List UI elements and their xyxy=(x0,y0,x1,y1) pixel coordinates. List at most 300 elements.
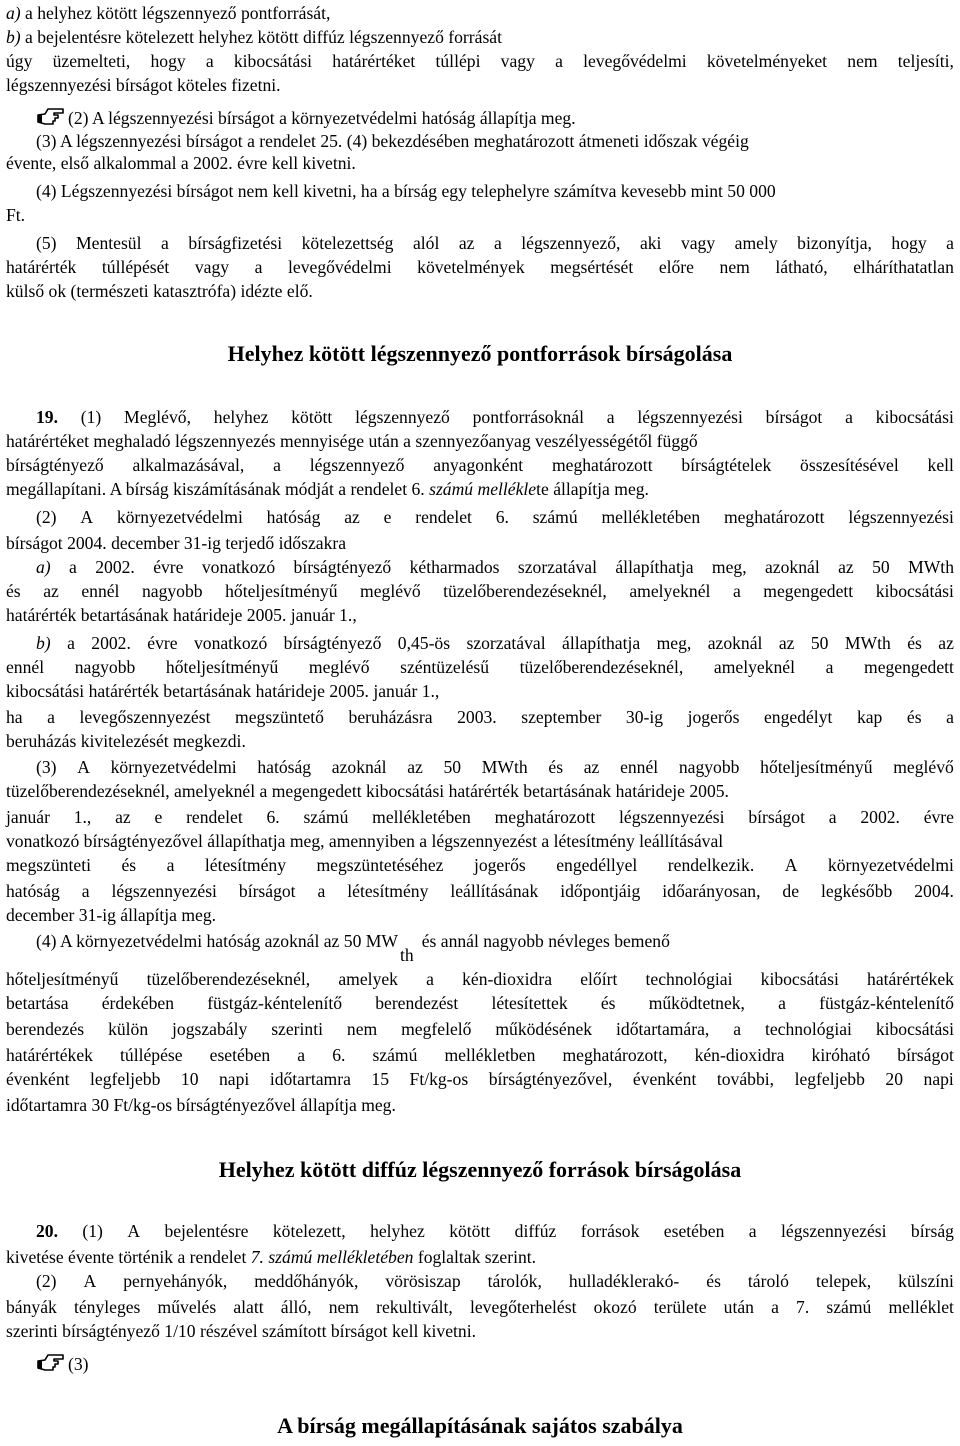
word: meglévő xyxy=(360,581,421,601)
text-run: évente, első alkalommal a 2002. évre kell kivetni. xyxy=(6,153,356,173)
word: mellékletében xyxy=(601,507,701,527)
word: a xyxy=(47,707,55,727)
word: követelmények xyxy=(417,257,525,277)
word: engedéllyel xyxy=(556,855,638,875)
word: megszüntetéséhez xyxy=(316,855,444,875)
word: hatóság xyxy=(257,757,312,777)
word: túllépi xyxy=(435,51,481,71)
word: kibocsátási xyxy=(875,407,954,427)
section-heading: Helyhez kötött légszennyező pontforrások bírságolása xyxy=(227,341,733,366)
word: a xyxy=(778,993,786,1013)
word: napi xyxy=(923,1069,954,1089)
word: telepek, xyxy=(815,1271,872,1291)
paragraph-line xyxy=(6,1296,954,1318)
word: megsértését xyxy=(550,257,634,277)
word: a xyxy=(946,707,954,727)
word: ennél xyxy=(6,657,45,677)
paragraph-line xyxy=(6,1044,954,1066)
word: 2002. xyxy=(95,557,135,577)
word: meghatározott xyxy=(551,455,653,475)
word: az xyxy=(43,581,59,601)
word: meg, xyxy=(656,633,692,653)
word: kötelezett, xyxy=(272,1221,346,1241)
word: évenként xyxy=(6,1069,70,1089)
word: állapíthatja xyxy=(562,633,641,653)
word: 2003. xyxy=(457,707,497,727)
word: időarányosan, xyxy=(662,881,761,901)
word: ha xyxy=(6,707,23,727)
word: az xyxy=(938,633,954,653)
word: kiróható xyxy=(811,1045,871,1065)
word: az xyxy=(407,757,423,777)
word: rendelet xyxy=(415,507,472,527)
word: 50 xyxy=(443,757,462,777)
word: amely xyxy=(734,233,778,253)
paragraph-line xyxy=(6,968,954,990)
word: 0,45-ös xyxy=(397,633,451,653)
word: füstgáz-kéntelenítő xyxy=(207,993,343,1013)
text-run: Ft. xyxy=(6,205,26,225)
word: a xyxy=(748,1221,757,1241)
word: a xyxy=(166,855,175,875)
word: ennél xyxy=(81,581,120,601)
word: A xyxy=(77,757,90,777)
word: területe xyxy=(653,1297,707,1317)
word: (1) xyxy=(82,1221,103,1241)
word: légszennyezési xyxy=(619,807,725,827)
word: évre xyxy=(147,633,178,653)
word: technológiai xyxy=(645,969,733,989)
word: szorzatával xyxy=(517,557,597,577)
word: hatóság xyxy=(6,881,60,901)
word: diffúz xyxy=(514,1221,557,1241)
word: de xyxy=(782,881,800,901)
text-run: a bejelentésre kötelezett helyhez kötött diffúz légszennyező forrását xyxy=(20,27,502,47)
word: bírságot xyxy=(897,1045,954,1065)
word: A xyxy=(83,1271,97,1291)
word: a xyxy=(825,657,834,677)
paragraph-line xyxy=(6,26,502,48)
paragraph-line xyxy=(36,506,954,528)
text-run: foglaltak szerint. xyxy=(413,1247,537,1267)
word: vörösiszap xyxy=(385,1271,461,1291)
word: pontforrásoknál xyxy=(472,407,585,427)
paragraph-line xyxy=(6,854,954,876)
paragraph-line xyxy=(6,152,356,174)
word: követelményeket xyxy=(706,51,828,71)
word: kötött xyxy=(291,407,333,427)
word: a xyxy=(493,233,502,253)
word: látható, xyxy=(775,257,828,277)
word: levegőszennyezést xyxy=(79,707,211,727)
word: kétharmados xyxy=(409,557,500,577)
word: a xyxy=(606,407,615,427)
word: működtetnek, xyxy=(648,993,745,1013)
word: rendelet xyxy=(186,807,243,827)
text-run: vonatkozó bírságtényezővel állapíthatja meg, amennyiben a légszennyezést a létesítmény leállításával xyxy=(6,831,724,851)
paragraph-line xyxy=(6,1068,954,1090)
word: legfeljebb xyxy=(90,1069,161,1089)
word: (2) xyxy=(36,507,57,527)
word: bírságot xyxy=(765,407,823,427)
word: azoknál xyxy=(331,757,387,777)
word: hogy xyxy=(891,233,927,253)
word: kibocsátási xyxy=(760,969,839,989)
word: füstgáz-kéntelenítő xyxy=(819,993,954,1013)
word: és xyxy=(907,633,922,653)
word: számú xyxy=(303,807,349,827)
word: jogerős xyxy=(687,707,740,727)
word: állapíthatja xyxy=(615,557,694,577)
word: hőteljesítményű xyxy=(760,757,873,777)
word: időtartamára, xyxy=(616,1019,710,1039)
text-run: tüzelőberendezéseknél, amelyeknél a megengedett kibocsátási határérték betartásának határideje 2005. xyxy=(6,781,729,801)
word: mellékletben xyxy=(444,1045,536,1065)
paragraph-line xyxy=(36,1220,954,1242)
word: létesítmény xyxy=(347,881,429,901)
word: bírságtényező xyxy=(293,557,392,577)
word: 7. xyxy=(796,1297,810,1317)
word: MWth xyxy=(908,557,954,577)
word: vagy xyxy=(194,257,230,277)
word: amelyek xyxy=(338,969,398,989)
word: üzemelteti, xyxy=(52,51,131,71)
word: határérték xyxy=(6,257,77,277)
word: légszennyezési xyxy=(637,407,743,427)
text-run: időtartamra 30 Ft/kg-os bírságtényezővel állapítja meg. xyxy=(6,1095,396,1115)
word: e xyxy=(383,507,392,527)
word: a xyxy=(733,1019,742,1039)
word: kibocsátási xyxy=(233,51,313,71)
text-run: kibocsátási határérték betartásának határideje 2005. január 1., xyxy=(6,681,440,701)
word: ennél xyxy=(620,757,659,777)
word: az xyxy=(344,507,360,527)
paragraph-line xyxy=(6,204,25,226)
text-run: (3) xyxy=(68,1354,89,1374)
word: előírt xyxy=(580,969,618,989)
word: tárolók, xyxy=(487,1271,542,1291)
word: nem xyxy=(328,1297,359,1317)
paragraph-line xyxy=(36,106,576,129)
word: megszüntető xyxy=(235,707,324,727)
word: szerinti xyxy=(271,1019,323,1039)
word: bizonyítja, xyxy=(797,233,872,253)
word: a xyxy=(297,1045,306,1065)
word: azoknál xyxy=(765,557,820,577)
paragraph-line xyxy=(6,1018,954,1040)
word: tüzelőberendezéseknél, xyxy=(443,581,607,601)
word: az xyxy=(778,633,795,653)
word: évre xyxy=(153,557,184,577)
word: vagy xyxy=(500,51,535,71)
word: teljesíti, xyxy=(897,51,954,71)
word: levegővédelmi xyxy=(583,51,687,71)
word: előre xyxy=(658,257,694,277)
paragraph-line xyxy=(6,680,439,702)
word: és xyxy=(706,1271,721,1291)
word: 2002. xyxy=(860,807,900,827)
word: a xyxy=(254,257,263,277)
word: külszíni xyxy=(898,1271,954,1291)
paragraph-line xyxy=(6,656,954,678)
word: vonatkozó xyxy=(193,633,268,653)
word: nagyobb xyxy=(678,757,740,777)
word: MWth xyxy=(844,633,891,653)
word: meghatározott xyxy=(723,507,825,527)
word: az xyxy=(583,757,600,777)
word: amelyeknél xyxy=(629,581,711,601)
word: kötött xyxy=(449,1221,491,1241)
paragraph-line xyxy=(6,1320,476,1342)
word: és xyxy=(548,757,564,777)
word: bírság xyxy=(910,1221,954,1241)
word: 50 xyxy=(872,557,890,577)
word: megengedett xyxy=(763,581,854,601)
word: betartása xyxy=(6,993,69,1013)
paragraph-line xyxy=(36,1352,89,1375)
word: rendelkezik. xyxy=(667,855,755,875)
word: (5) xyxy=(36,233,57,253)
word: bírságtényezővel, xyxy=(488,1069,613,1089)
word: helyhez xyxy=(370,1221,425,1241)
word: légszennyezési xyxy=(781,1221,887,1241)
word: és xyxy=(121,855,137,875)
word: bírságtényező xyxy=(283,633,382,653)
word: meddőhányók, xyxy=(254,1271,359,1291)
word: hatóság xyxy=(266,507,321,527)
word: Mentesül xyxy=(76,233,142,253)
word: b) xyxy=(36,633,51,653)
word: hogy xyxy=(150,51,186,71)
word: környezetvédelmi xyxy=(110,757,237,777)
word: légszennyező, xyxy=(521,233,621,253)
word: a xyxy=(317,881,326,901)
word: 19. xyxy=(36,407,58,427)
word: hőteljesítményű xyxy=(165,657,279,677)
word: meglévő xyxy=(893,757,954,777)
word: túllépését xyxy=(101,257,170,277)
word: határértékek xyxy=(867,969,954,989)
word: aki xyxy=(639,233,662,253)
paragraph-line xyxy=(6,478,649,500)
word: légszennyezési xyxy=(111,881,217,901)
word: meghatározott xyxy=(494,807,596,827)
text-run: te állapítja meg. xyxy=(536,479,649,499)
word: nagyobb xyxy=(74,657,136,677)
word: számú xyxy=(826,1297,872,1317)
word: után xyxy=(723,1297,754,1317)
word: hulladéklerakó- xyxy=(568,1271,680,1291)
word: bírságot xyxy=(748,807,805,827)
word: e xyxy=(154,807,163,827)
word: Ft/kg-os xyxy=(409,1069,469,1089)
word: esetében xyxy=(663,1221,725,1241)
word: bejelentésre xyxy=(164,1221,249,1241)
paragraph-line xyxy=(6,706,954,728)
word: nagyobb xyxy=(141,581,203,601)
word: bírságot xyxy=(238,881,296,901)
text-run: a helyhez kötött légszennyező pontforrását, xyxy=(20,3,331,23)
word: tüzelőberendezéseknél, xyxy=(519,657,684,677)
word: kell xyxy=(927,455,954,475)
word: tároló xyxy=(747,1271,789,1291)
paragraph-line xyxy=(36,406,954,428)
word: 2004. xyxy=(914,881,954,901)
paragraph-line xyxy=(6,830,723,852)
word: az xyxy=(838,557,854,577)
word: kibocsátási xyxy=(875,581,954,601)
text-run: külső ok (természeti katasztrófa) idézte elő. xyxy=(6,281,313,301)
pointing-hand-icon xyxy=(36,1352,66,1374)
word: számú xyxy=(532,507,578,527)
word: alkalmazásával, xyxy=(132,455,245,475)
paragraph-line xyxy=(6,74,281,96)
text-run: szerinti bírságtényező 1/10 részével számított bírságot kell kivetni. xyxy=(6,1321,477,1341)
word: A xyxy=(80,507,94,527)
word: nem xyxy=(847,51,878,71)
word: légszennyezési xyxy=(848,507,954,527)
word: időtartamra xyxy=(269,1069,351,1089)
paragraph-line xyxy=(36,756,954,778)
word: kötelezettség xyxy=(301,233,394,253)
word: alatt xyxy=(233,1297,264,1317)
word: meghatározott, xyxy=(562,1045,668,1065)
word: az xyxy=(115,807,131,827)
text-run: b) xyxy=(6,27,21,47)
word: melléklet xyxy=(888,1297,954,1317)
word: tüzelőberendezéseknél, xyxy=(146,969,311,989)
word: légszennyező xyxy=(309,455,405,475)
word: 6. xyxy=(495,507,509,527)
word: bírságtételek xyxy=(681,455,772,475)
text-run: határérték betartásának határideje 2005. január 1., xyxy=(6,605,357,625)
word: és xyxy=(6,581,21,601)
word: úgy xyxy=(6,51,33,71)
word: jogszabály xyxy=(172,1019,248,1039)
word: időpontjáig xyxy=(560,881,641,901)
word: bányák xyxy=(6,1297,57,1317)
word: Meglévő, xyxy=(124,407,191,427)
paragraph-line xyxy=(36,632,954,654)
section-heading: Helyhez kötött diffúz légszennyező források bírságolása xyxy=(218,1157,742,1182)
text-run: légszennyezési bírságot köteles fizetni. xyxy=(6,75,281,95)
paragraph-line xyxy=(6,904,216,926)
paragraph-line xyxy=(6,256,954,278)
word: meglévő xyxy=(308,657,370,677)
word: a xyxy=(426,969,434,989)
word: külön xyxy=(108,1019,149,1039)
paragraph-line xyxy=(36,232,954,254)
paragraph-line xyxy=(6,1094,396,1116)
word: számú xyxy=(372,1045,418,1065)
paragraph-line xyxy=(6,430,698,452)
word: túllépése xyxy=(120,1045,183,1065)
word: berendezés xyxy=(6,1019,85,1039)
word: a xyxy=(946,233,954,253)
word: évre xyxy=(923,807,954,827)
word: napi xyxy=(219,1069,250,1089)
word: környezetvédelmi xyxy=(827,855,954,875)
text-run: (3) A légszennyezési bírságot a rendelet 25. (4) bekezdésében meghatározott átmeneti időszak végéig xyxy=(36,131,749,151)
word: megfelelő xyxy=(401,1019,472,1039)
paragraph-line xyxy=(6,454,954,476)
word: a xyxy=(67,633,75,653)
word: kibocsátási xyxy=(875,1019,954,1039)
paragraph-line xyxy=(6,2,330,24)
word: 1., xyxy=(73,807,92,827)
word: (1) xyxy=(80,407,102,427)
text-run: (4) A környezetvédelmi hatóság azoknál az 50 MW xyxy=(36,931,399,951)
word: a xyxy=(161,233,169,253)
word: 50 xyxy=(810,633,829,653)
word: berendezést xyxy=(375,993,459,1013)
paragraph-line xyxy=(36,1270,954,1292)
word: hőteljesítményű xyxy=(225,581,338,601)
word: a xyxy=(828,807,837,827)
word: vonatkozó xyxy=(201,557,276,577)
text-run: megállapítani. A bírság kiszámításának módját a rendelet 6. xyxy=(6,479,430,499)
word: a xyxy=(205,51,214,71)
word: határértéket xyxy=(332,51,416,71)
paragraph-line xyxy=(6,806,954,828)
word: okozó xyxy=(593,1297,637,1317)
word: kén-dioxidra xyxy=(462,969,553,989)
word: a xyxy=(273,455,281,475)
word: (2) xyxy=(36,1271,57,1291)
word: levegővédelmi xyxy=(288,257,392,277)
word: (3) xyxy=(36,757,57,777)
paragraph-line xyxy=(6,880,954,902)
word: a xyxy=(555,51,563,71)
word: A xyxy=(784,855,798,875)
word: hőteljesítményű xyxy=(6,969,119,989)
word: álló, xyxy=(280,1297,312,1317)
paragraph-line xyxy=(6,780,729,802)
word: tényleges xyxy=(73,1297,141,1317)
text-run: számú mellékle xyxy=(429,479,537,499)
word: 6. xyxy=(332,1045,346,1065)
section-heading: A bírság megállapításának sajátos szabálya xyxy=(277,1413,683,1438)
word: alól xyxy=(412,233,440,253)
word: legfeljebb xyxy=(794,1069,865,1089)
word: 30-ig xyxy=(625,707,664,727)
word: érdekében xyxy=(101,993,174,1013)
paragraph-line xyxy=(36,180,776,202)
text-run: beruházás kivitelezését megkezdi. xyxy=(6,731,246,751)
word: megengedett xyxy=(864,657,954,677)
word: nem xyxy=(719,257,750,277)
word: széntüzelésű xyxy=(400,657,490,677)
word: 20 xyxy=(885,1069,904,1089)
word: források xyxy=(580,1221,640,1241)
word: amelyeknél xyxy=(713,657,795,677)
word: anyagonként xyxy=(433,455,524,475)
word: A xyxy=(127,1221,141,1241)
paragraph-line xyxy=(6,604,357,626)
word: további, xyxy=(716,1069,775,1089)
word: levegőterhelést xyxy=(469,1297,577,1317)
pointing-hand-icon xyxy=(36,106,66,128)
word: bírságtényező xyxy=(6,455,104,475)
word: beruházásra xyxy=(348,707,433,727)
word: és xyxy=(906,707,922,727)
word: 6. xyxy=(266,807,280,827)
text-run: a) xyxy=(6,3,21,23)
text-run: (2) A légszennyezési bírságot a környezetvédelmi hatóság állapítja meg. xyxy=(68,108,576,128)
paragraph-line xyxy=(6,50,954,72)
word: azoknál xyxy=(707,633,763,653)
word: a xyxy=(81,881,90,901)
